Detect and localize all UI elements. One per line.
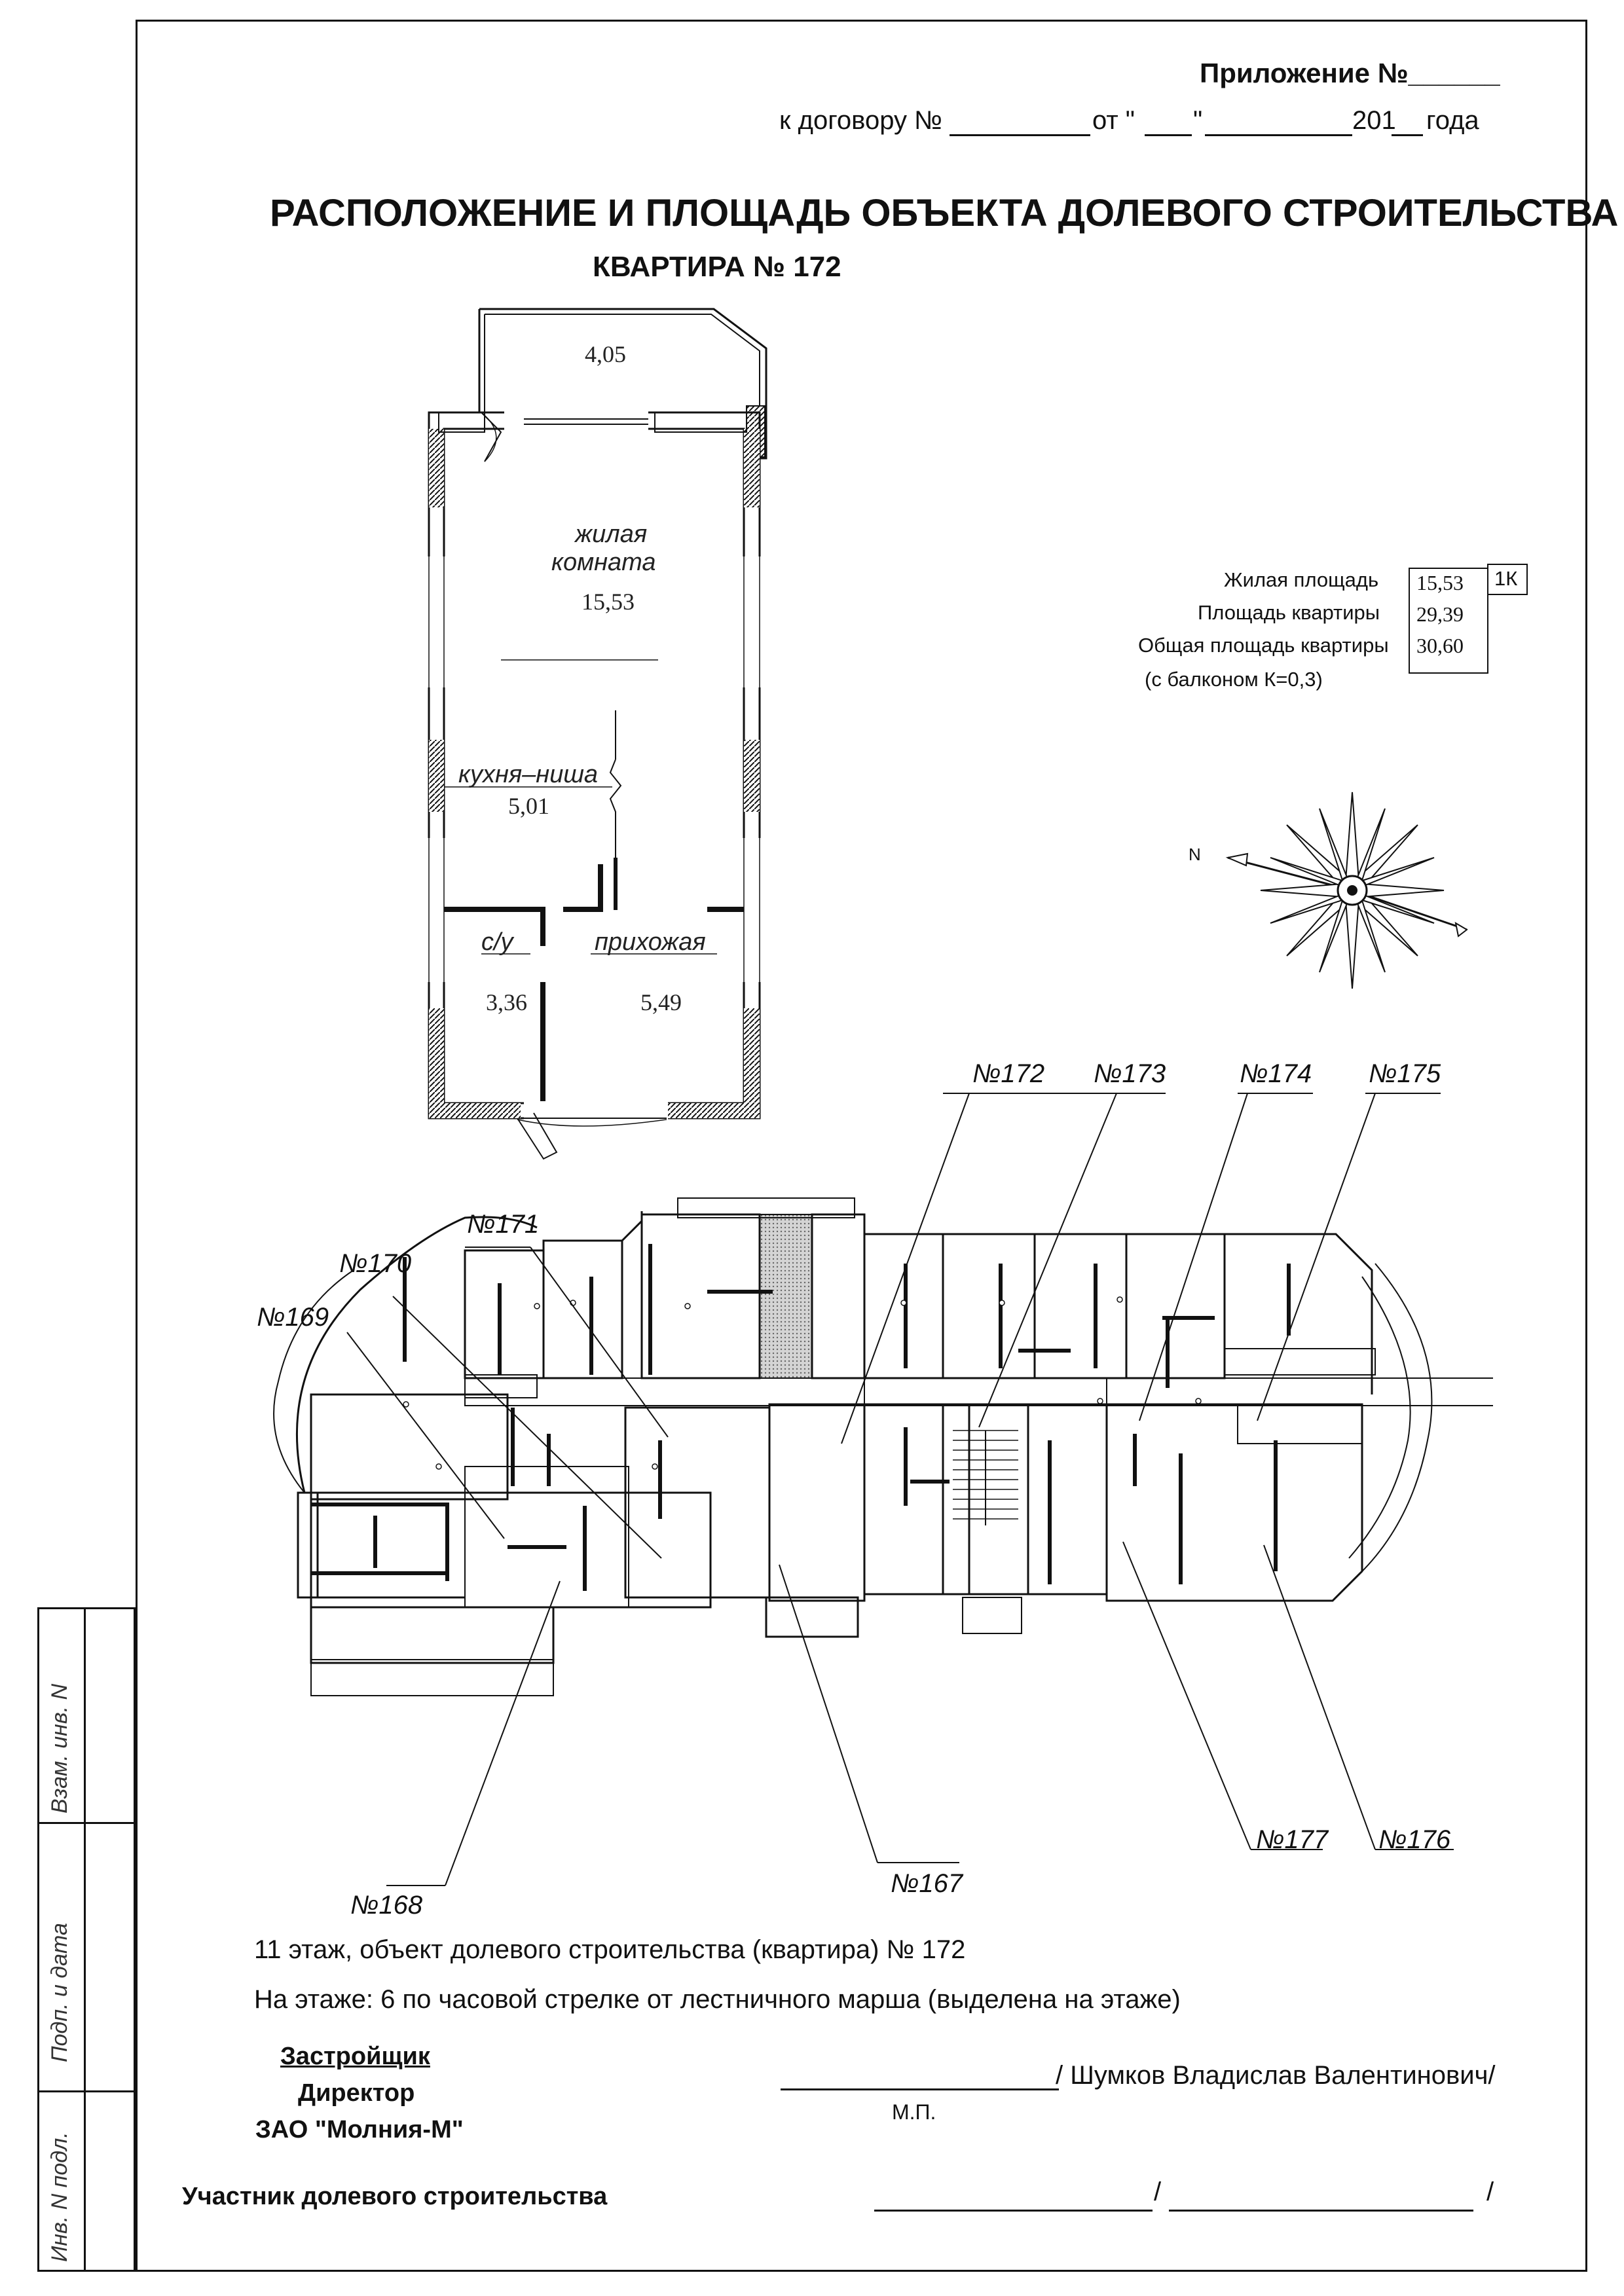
stamp-label: М.П. [892,2100,936,2124]
side-stamp-row-line [39,1822,134,1824]
rooms-badge: 1К [1494,567,1518,590]
total-area-value: 30,60 [1416,634,1464,657]
position-note: На этаже: 6 по часовой стрелке от лестничного марша (выделена на этаже) [254,1985,1181,2014]
contract-from: от " [1092,106,1135,135]
apartment-label-171: №171 [467,1210,540,1239]
living-room-area: 15,53 [581,589,635,615]
apartment-area-value: 29,39 [1416,602,1464,626]
apartment-label-177: №177 [1256,1825,1329,1854]
signature-slash: / [1154,2178,1162,2206]
page-title: РАСПОЛОЖЕНИЕ И ПЛОЩАДЬ ОБЪЕКТА ДОЛЕВОГО СТРОИТЕЛЬСТВА [270,192,1619,234]
apartment-label-174: №174 [1240,1059,1312,1088]
contract-year: 201 [1352,106,1396,135]
apartment-label-169: №169 [257,1303,329,1332]
living-room-label-1: жилая [575,520,648,548]
participant-name-line [1169,2210,1473,2212]
contract-quote: " [1193,106,1203,135]
apartment-label-173: №173 [1094,1059,1166,1088]
contract-number-line [950,134,1090,136]
apartment-area-label: Площадь квартиры [1198,601,1380,624]
total-area-label: Общая площадь квартиры [1138,634,1389,657]
kitchen-niche-area: 5,01 [508,793,549,819]
apartment-label-170: №170 [339,1249,412,1278]
director-name: / Шумков Владислав Валентинович/ [1056,2061,1496,2090]
contract-year-line [1392,134,1423,136]
company-name: ЗАО "Молния-М" [255,2116,464,2143]
apartment-title: КВАРТИРА № 172 [593,251,841,283]
participant-signature-line [874,2210,1153,2212]
living-room-label-2: комната [551,549,656,576]
compass-rose [1218,782,1493,998]
director-signature-line [781,2088,1059,2090]
balcony-coefficient-note: (с балконом К=0,3) [1145,668,1323,691]
participant-label: Участник долевого строительства [182,2183,608,2210]
apartment-label-172: №172 [972,1059,1045,1088]
bathroom-label: с/у [481,928,513,956]
compass-north-label: N [1189,845,1201,864]
living-area-label: Жилая площадь [1224,568,1379,591]
apartment-label-176: №176 [1378,1825,1451,1854]
bathroom-area: 3,36 [486,989,527,1015]
apartment-label-175: №175 [1369,1059,1441,1088]
appendix-label: Приложение №______ [1200,58,1500,88]
side-stamp-field-sign: Подп. и дата [47,1923,72,2062]
floor-note: 11 этаж, объект долевого строительства (квартира) № 172 [254,1935,966,1964]
side-stamp-field-inventory: Инв. N подл. [47,2132,72,2262]
apartment-plan [419,301,786,1165]
side-stamp-divider [84,1609,86,2270]
side-stamp-field-replace: Взам. инв. N [47,1683,72,1813]
contract-day-line [1145,134,1192,136]
contract-month-line [1205,134,1352,136]
hallway-area: 5,49 [640,989,682,1015]
apartment-label-168: №168 [350,1891,423,1920]
balcony-area: 4,05 [585,341,626,367]
side-stamp-row-line [39,2090,134,2092]
hallway-label: прихожая [595,928,706,956]
signature-slash-end: / [1486,2178,1494,2206]
contract-prefix: к договору № [779,106,943,135]
developer-label: Застройщик [280,2043,430,2070]
director-label: Директор [298,2079,415,2107]
living-area-value: 15,53 [1416,571,1464,594]
leader-lines [249,1061,1493,1925]
contract-year-suffix: года [1426,106,1479,135]
kitchen-niche-label: кухня–ниша [458,761,599,788]
apartment-label-167: №167 [891,1869,963,1898]
